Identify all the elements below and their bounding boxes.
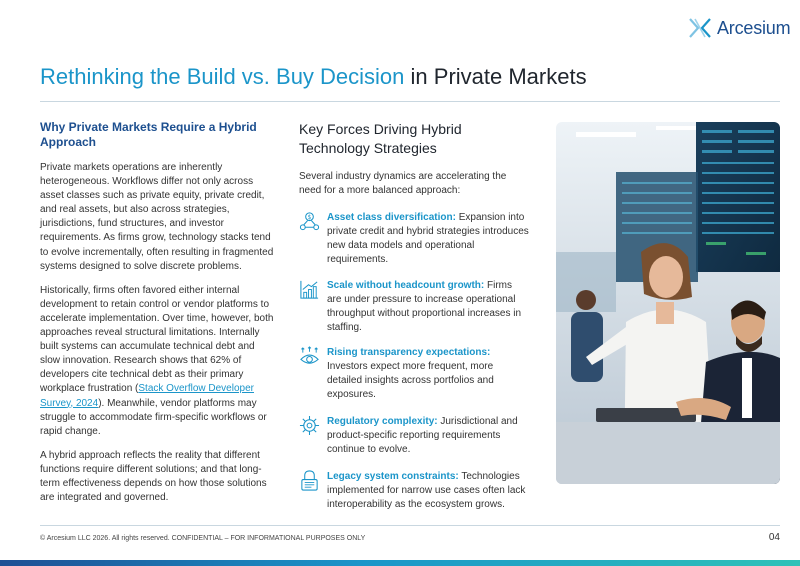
- left-paragraph-2: [40, 284, 276, 439]
- page-title-highlight: Rethinking the Build vs. Buy Decision: [40, 64, 405, 89]
- page-title: [40, 64, 587, 90]
- force-text: [327, 211, 529, 267]
- force-label: Scale without headcount growth:: [327, 280, 485, 291]
- middle-intro: Several industry dynamics are accelerating the need for a more balanced approach:: [299, 171, 507, 196]
- page-number: 04: [768, 532, 780, 543]
- force-label: Legacy system constraints:: [327, 471, 459, 482]
- diversification-icon: [299, 211, 320, 232]
- force-text: [327, 415, 529, 457]
- left-column: [40, 120, 276, 515]
- trading-floor-photo: [556, 122, 780, 484]
- force-item: [299, 279, 529, 335]
- force-label: Asset class diversification:: [327, 212, 456, 223]
- left-paragraph-3: A hybrid approach reflects the reality that different functions require different solutions; and that long-term effectiveness depends on how those solutions are integrated and governed.: [40, 449, 267, 504]
- middle-column: [299, 120, 529, 512]
- force-description: Jurisdictional and product-specific reporting requirements continue to evolve.: [327, 416, 518, 455]
- left-paragraph-2-start: Historically, firms often favored either internal development to retain control or vendor platforms to accelerate implementation. Over time, however, both approaches reveal structural limitations. Internally built systems can accumulate technical debt and slow innovation. Research shows that 62% of developers cite technical debt as their primary workplace frustration (: [40, 284, 274, 395]
- footer-divider: [40, 525, 780, 526]
- brand-name: Arcesium: [717, 17, 791, 38]
- brand-logo: [688, 16, 790, 40]
- force-text: [327, 279, 529, 335]
- page-title-rest: in Private Markets: [404, 64, 587, 89]
- force-text: [327, 470, 529, 512]
- middle-heading: Key Forces Driving Hybrid Technology Strategies: [299, 121, 462, 156]
- transparency-eye-icon: [299, 346, 320, 367]
- force-label: Regulatory complexity:: [327, 416, 438, 427]
- force-item: [299, 211, 529, 267]
- arcesium-logo-icon: [688, 16, 712, 40]
- force-description: Firms are under pressure to increase operational throughput without proportional increases in staffing.: [327, 280, 522, 333]
- left-paragraph-1: Private markets operations are inherently heterogeneous. Workflows differ not only across asset classes such as private equity, private credit, and real assets, but also across strategies, jurisdictions, fund structures, and investor requirements. As firms grow, technology stacks tend to evolve incrementally, often resulting in fragmented systems designed to solve discrete problems.: [40, 162, 274, 272]
- left-heading: Why Private Markets Require a Hybrid Approach: [40, 120, 257, 149]
- bottom-gradient-bar: [0, 560, 800, 566]
- force-item: [299, 346, 529, 402]
- force-label: Rising transparency expectations:: [327, 347, 491, 358]
- force-description: Technologies implemented for narrow use cases often lack interoperability as the ecosystem grows.: [327, 471, 526, 510]
- force-description: Investors expect more frequent, more detailed insights across portfolios and exposures.: [327, 361, 494, 400]
- title-divider: [40, 101, 780, 102]
- trading-floor-image: [556, 122, 780, 484]
- regulatory-gear-icon: [299, 415, 320, 436]
- force-item: [299, 470, 529, 512]
- footer-copyright: © Arcesium LLC 2026. All rights reserved. CONFIDENTIAL – FOR INFORMATIONAL PURPOSES ONLY: [40, 535, 366, 542]
- growth-chart-icon: [299, 279, 320, 300]
- legacy-lock-icon: [299, 470, 320, 491]
- force-item: [299, 415, 529, 457]
- force-description: Expansion into private credit and hybrid strategies introduces new data models and operational requirements.: [327, 212, 529, 265]
- svg-text:$: $: [307, 215, 312, 222]
- left-paragraph-2-end: ). Meanwhile, vendor platforms may struggle to accommodate firm-specific workflows or rapid change.: [40, 397, 267, 437]
- stack-overflow-survey-link[interactable]: Stack Overflow Developer Survey, 2024: [40, 383, 254, 409]
- force-text: [327, 346, 529, 402]
